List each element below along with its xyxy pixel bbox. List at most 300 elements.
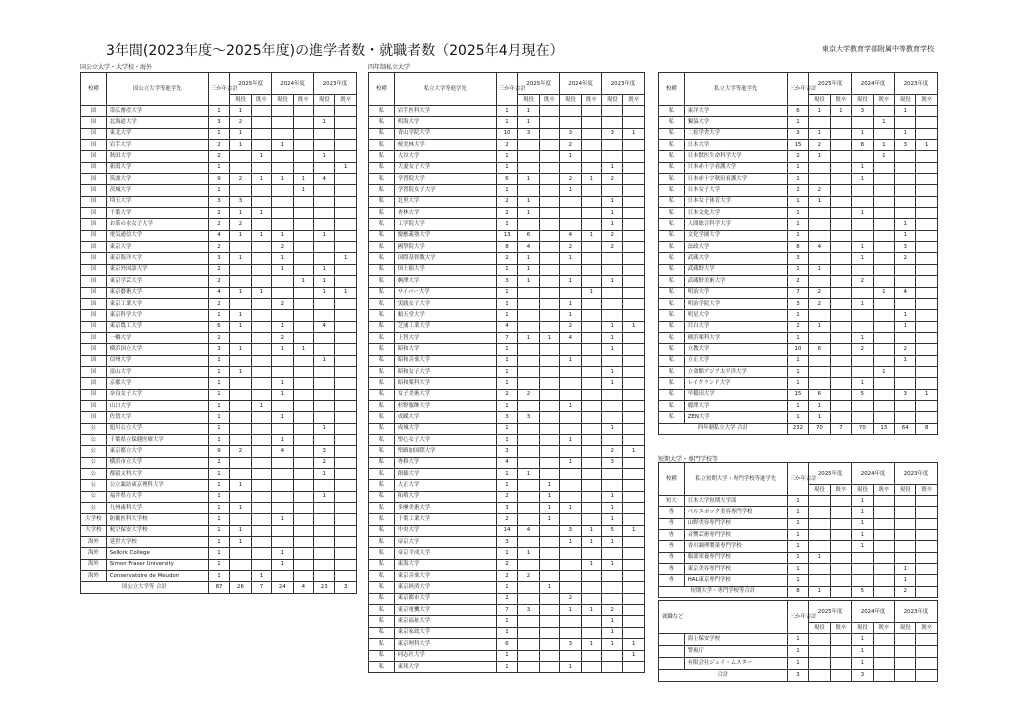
count-cell: [830, 378, 851, 389]
total-count-cell: [895, 670, 916, 682]
count-cell: [873, 564, 894, 575]
total-count-cell: 5: [852, 586, 873, 597]
count-cell: 1: [518, 196, 539, 207]
count-cell: [518, 140, 539, 151]
count-cell: 2: [208, 151, 229, 162]
table-row: [369, 537, 645, 548]
count-cell: [251, 332, 271, 343]
count-cell: [809, 332, 830, 343]
total-count-cell: 232: [787, 423, 808, 434]
count-cell: [335, 332, 357, 343]
count-cell: 1: [496, 162, 517, 173]
header-three-year-total: 三か年合計: [787, 463, 808, 496]
count-cell: 1: [560, 151, 581, 162]
school-name: 海上保安学校: [684, 634, 787, 646]
count-cell: [335, 457, 357, 468]
total-label: 国公立大学等 合計: [81, 582, 209, 593]
count-cell: [916, 332, 938, 343]
count-cell: 1: [809, 321, 830, 332]
school-type: 大学校: [81, 514, 107, 525]
table-row: [659, 310, 938, 321]
count-cell: [313, 106, 334, 117]
count-cell: 1: [272, 140, 293, 151]
count-cell: [601, 661, 622, 672]
count-cell: [230, 548, 251, 559]
count-cell: [916, 208, 938, 219]
count-cell: 1: [623, 446, 645, 457]
school-name: 順天堂大学: [394, 310, 496, 321]
count-cell: [852, 196, 873, 207]
count-cell: [601, 400, 622, 411]
count-cell: 1: [293, 276, 313, 287]
count-cell: 2: [230, 219, 251, 230]
count-cell: [293, 480, 313, 491]
count-cell: [230, 185, 251, 196]
count-cell: 1: [313, 287, 334, 298]
count-cell: [293, 208, 313, 219]
school-name: 東邦大学: [394, 661, 496, 672]
count-cell: 2: [272, 332, 293, 343]
header-current-students: 現役: [809, 623, 830, 634]
count-cell: [251, 196, 271, 207]
count-cell: [335, 219, 357, 230]
count-cell: [293, 219, 313, 230]
table-row: [81, 298, 357, 309]
header-year-2024: 2024年度: [852, 463, 895, 485]
count-cell: [623, 582, 645, 593]
school-type: 私: [659, 366, 685, 377]
school-type: 私: [659, 287, 685, 298]
school-type: 私: [369, 117, 395, 128]
count-cell: [335, 310, 357, 321]
header-name: 私立短期大学・専門学校等進学先: [684, 463, 787, 496]
school-type: 私: [369, 106, 395, 117]
count-cell: [539, 434, 559, 445]
count-cell: 1: [601, 366, 622, 377]
count-cell: [581, 344, 601, 355]
count-cell: 2: [496, 253, 517, 264]
school-name: 東京家政大学: [394, 627, 496, 638]
count-cell: [251, 253, 271, 264]
table-row: [369, 389, 645, 400]
count-cell: [560, 446, 581, 457]
school-name: 同志社大学: [394, 650, 496, 661]
count-cell: 1: [208, 423, 229, 434]
school-type: 私: [369, 321, 395, 332]
count-cell: [623, 242, 645, 253]
section-label-public: 国公立大学・大学校・海外: [80, 64, 153, 71]
header-current-students: 現役: [601, 95, 622, 106]
count-cell: [809, 646, 830, 658]
count-cell: [916, 496, 938, 507]
table-row: [659, 208, 938, 219]
count-cell: [539, 106, 559, 117]
count-cell: 1: [251, 400, 271, 411]
count-cell: [293, 514, 313, 525]
count-cell: [293, 457, 313, 468]
count-cell: 1: [272, 253, 293, 264]
count-cell: [560, 117, 581, 128]
table-row: [659, 332, 938, 343]
count-cell: [830, 518, 851, 529]
count-cell: [581, 321, 601, 332]
count-cell: [916, 412, 938, 423]
school-name: 目白大学: [684, 321, 787, 332]
count-cell: [581, 627, 601, 638]
table-row: [369, 140, 645, 151]
table-row: [369, 412, 645, 423]
count-cell: [581, 310, 601, 321]
school-name: 有限会社ジェイ・ムスター: [684, 658, 787, 670]
table-row: [659, 344, 938, 355]
count-cell: [251, 344, 271, 355]
table-row: [659, 106, 938, 117]
count-cell: [581, 140, 601, 151]
count-cell: [873, 264, 894, 275]
count-cell: 3: [518, 412, 539, 423]
count-cell: 3: [787, 128, 808, 139]
count-cell: 1: [496, 219, 517, 230]
school-name: 成城大学: [394, 423, 496, 434]
school-type: 私: [369, 639, 395, 650]
count-cell: [873, 575, 894, 586]
count-cell: [623, 571, 645, 582]
count-cell: [251, 162, 271, 173]
count-cell: 1: [787, 162, 808, 173]
table-row: [659, 242, 938, 253]
count-cell: 1: [496, 423, 517, 434]
count-cell: [809, 518, 830, 529]
count-cell: [895, 208, 916, 219]
school-type: 国: [81, 128, 107, 139]
total-count-cell: [916, 670, 938, 682]
school-name: 警視庁: [684, 646, 787, 658]
count-cell: 2: [496, 196, 517, 207]
count-cell: [539, 605, 559, 616]
count-cell: 1: [208, 400, 229, 411]
count-cell: [230, 491, 251, 502]
count-cell: 2: [496, 491, 517, 502]
count-cell: 1: [272, 514, 293, 525]
count-cell: [230, 423, 251, 434]
header-year-2024: 2024年度: [852, 601, 895, 623]
count-cell: [313, 219, 334, 230]
count-cell: [313, 480, 334, 491]
count-cell: [916, 219, 938, 230]
count-cell: [916, 253, 938, 264]
school-type: 海外: [81, 559, 107, 570]
school-type: 国: [81, 389, 107, 400]
count-cell: [623, 661, 645, 672]
count-cell: [873, 552, 894, 563]
count-cell: 4: [809, 242, 830, 253]
count-cell: 1: [809, 128, 830, 139]
count-cell: [623, 537, 645, 548]
count-cell: 1: [518, 548, 539, 559]
count-cell: [873, 196, 894, 207]
count-cell: [623, 332, 645, 343]
school-type: 私: [369, 151, 395, 162]
count-cell: [809, 658, 830, 670]
school-type: 国: [81, 321, 107, 332]
school-name: 電気通信大学: [106, 230, 208, 241]
count-cell: [873, 507, 894, 518]
school-name: 東京理科大学: [394, 639, 496, 650]
school-name: 日本獣医生命科学大学: [684, 151, 787, 162]
total-count-cell: 3: [787, 670, 808, 682]
count-cell: [230, 571, 251, 582]
count-cell: [809, 564, 830, 575]
school-type: 私: [369, 434, 395, 445]
count-cell: [581, 117, 601, 128]
school-name: 武蔵大学: [684, 253, 787, 264]
count-cell: 1: [787, 507, 808, 518]
table-row: [659, 389, 938, 400]
count-cell: [335, 128, 357, 139]
count-cell: 1: [496, 400, 517, 411]
count-cell: 1: [787, 208, 808, 219]
school-type: 私: [659, 242, 685, 253]
school-name: 新潟大学: [106, 162, 208, 173]
count-cell: [830, 507, 851, 518]
count-cell: [916, 355, 938, 366]
count-cell: 1: [251, 230, 271, 241]
count-cell: [581, 661, 601, 672]
count-cell: [895, 366, 916, 377]
count-cell: [581, 128, 601, 139]
count-cell: 1: [251, 151, 271, 162]
count-cell: [581, 298, 601, 309]
count-cell: [272, 117, 293, 128]
count-cell: [830, 496, 851, 507]
count-cell: 1: [852, 518, 873, 529]
school-name: Simon Fraser University: [106, 559, 208, 570]
count-cell: 1: [251, 208, 271, 219]
table-row: [659, 658, 938, 670]
count-cell: [518, 457, 539, 468]
school-name: 旭川公立大学: [106, 423, 208, 434]
header-graduates: 既卒: [830, 95, 851, 106]
count-cell: 3: [560, 525, 581, 536]
count-cell: 1: [496, 310, 517, 321]
employment-table: [658, 600, 938, 682]
count-cell: 2: [809, 185, 830, 196]
count-cell: 1: [496, 661, 517, 672]
count-cell: [230, 242, 251, 253]
school-name: 日本女子大学: [684, 185, 787, 196]
count-cell: [518, 446, 539, 457]
total-label: 四年制私立大学 合計: [659, 423, 788, 434]
count-cell: [293, 253, 313, 264]
school-type: 私: [369, 525, 395, 536]
school-name: 航空保安大学校: [106, 525, 208, 536]
count-cell: 1: [230, 537, 251, 548]
school-type: 私: [659, 310, 685, 321]
count-cell: [895, 298, 916, 309]
private-university-table: [368, 72, 645, 673]
count-cell: [830, 355, 851, 366]
count-cell: [272, 457, 293, 468]
count-cell: 1: [539, 503, 559, 514]
school-type: 私: [369, 389, 395, 400]
school-type: 専: [659, 552, 685, 563]
school-type: 私: [369, 162, 395, 173]
count-cell: [895, 332, 916, 343]
count-cell: [895, 412, 916, 423]
count-cell: [601, 582, 622, 593]
count-cell: [335, 140, 357, 151]
header-graduates: 既卒: [830, 623, 851, 634]
count-cell: 1: [230, 310, 251, 321]
count-cell: [335, 196, 357, 207]
table-row: [369, 151, 645, 162]
school-type: 公: [81, 434, 107, 445]
school-name: 成蹊大学: [394, 412, 496, 423]
count-cell: [272, 106, 293, 117]
school-name: 聖路加国際大学: [394, 446, 496, 457]
school-name: 工学院大学: [394, 219, 496, 230]
count-cell: [272, 310, 293, 321]
count-cell: 1: [293, 344, 313, 355]
school-type: 私: [369, 298, 395, 309]
count-cell: [560, 548, 581, 559]
school-type: 私: [369, 276, 395, 287]
count-cell: [539, 355, 559, 366]
count-cell: [916, 518, 938, 529]
count-cell: [518, 593, 539, 604]
count-cell: [830, 530, 851, 541]
school-type: 私: [369, 423, 395, 434]
count-cell: [601, 571, 622, 582]
table-row: [659, 530, 938, 541]
count-cell: [539, 446, 559, 457]
count-cell: [518, 582, 539, 593]
school-type: 私: [659, 344, 685, 355]
count-cell: 1: [601, 196, 622, 207]
count-cell: [916, 117, 938, 128]
school-name: 芝浦工業大学: [394, 321, 496, 332]
count-cell: [873, 530, 894, 541]
count-cell: [251, 525, 271, 536]
count-cell: [916, 378, 938, 389]
school-name: 立教大学: [684, 344, 787, 355]
school-type: 私: [369, 140, 395, 151]
count-cell: [623, 208, 645, 219]
count-cell: [581, 276, 601, 287]
count-cell: [272, 151, 293, 162]
count-cell: [560, 491, 581, 502]
count-cell: 2: [809, 287, 830, 298]
count-cell: 1: [335, 287, 357, 298]
school-type: 国: [81, 412, 107, 423]
count-cell: 1: [208, 355, 229, 366]
total-count-cell: 13: [873, 423, 894, 434]
school-type: 大学校: [81, 525, 107, 536]
count-cell: [581, 457, 601, 468]
count-cell: 1: [601, 627, 622, 638]
count-cell: [601, 185, 622, 196]
count-cell: 1: [230, 128, 251, 139]
school-name: 杏林大学: [394, 208, 496, 219]
table-row: [369, 548, 645, 559]
count-cell: [895, 400, 916, 411]
header-name: 国公立大学等進学先: [106, 73, 208, 106]
count-cell: [581, 242, 601, 253]
count-cell: [272, 469, 293, 480]
count-cell: [830, 389, 851, 400]
count-cell: 1: [601, 559, 622, 570]
count-cell: [251, 321, 271, 332]
school-name: 東海大学: [394, 559, 496, 570]
count-cell: 15: [787, 389, 808, 400]
count-cell: [272, 537, 293, 548]
count-cell: 1: [208, 389, 229, 400]
count-cell: [852, 230, 873, 241]
total-count-cell: [830, 670, 851, 682]
count-cell: [335, 446, 357, 457]
header-current-students: 現役: [313, 95, 334, 106]
count-cell: 1: [208, 548, 229, 559]
count-cell: 1: [581, 559, 601, 570]
count-cell: [230, 162, 251, 173]
count-cell: [623, 469, 645, 480]
count-cell: [251, 423, 271, 434]
count-cell: [560, 287, 581, 298]
school-name: 昭和薬科大学: [394, 378, 496, 389]
count-cell: [916, 564, 938, 575]
count-cell: 1: [539, 514, 559, 525]
count-cell: 1: [787, 400, 808, 411]
count-cell: 1: [230, 230, 251, 241]
count-cell: [293, 242, 313, 253]
count-cell: [313, 208, 334, 219]
count-cell: 2: [496, 514, 517, 525]
count-cell: [335, 344, 357, 355]
school-type: 私: [369, 412, 395, 423]
school-name: 大妻女子大学: [394, 162, 496, 173]
school-name: 創価大学: [394, 469, 496, 480]
count-cell: [623, 423, 645, 434]
count-cell: [581, 332, 601, 343]
school-type: 国: [81, 344, 107, 355]
count-cell: 1: [787, 634, 808, 646]
count-cell: 1: [251, 174, 271, 185]
count-cell: 2: [787, 321, 808, 332]
header-type: 校種: [369, 73, 395, 106]
count-cell: [581, 196, 601, 207]
count-cell: [809, 253, 830, 264]
school-name: 法政大学: [684, 242, 787, 253]
count-cell: [335, 106, 357, 117]
count-cell: 1: [272, 412, 293, 423]
count-cell: [293, 434, 313, 445]
count-cell: 4: [895, 287, 916, 298]
count-cell: 1: [539, 491, 559, 502]
count-cell: [581, 400, 601, 411]
school-name: 筑波大学: [106, 174, 208, 185]
school-name: 昭和音楽大学: [394, 355, 496, 366]
school-name: 青山学院大学: [394, 128, 496, 139]
count-cell: [230, 559, 251, 570]
count-cell: 4: [496, 321, 517, 332]
table-row: [659, 298, 938, 309]
header-graduates: 既卒: [293, 95, 313, 106]
count-cell: [916, 530, 938, 541]
school-type: 短大: [659, 496, 685, 507]
header-graduates: 既卒: [873, 623, 894, 634]
count-cell: [230, 400, 251, 411]
school-type: 私: [659, 321, 685, 332]
